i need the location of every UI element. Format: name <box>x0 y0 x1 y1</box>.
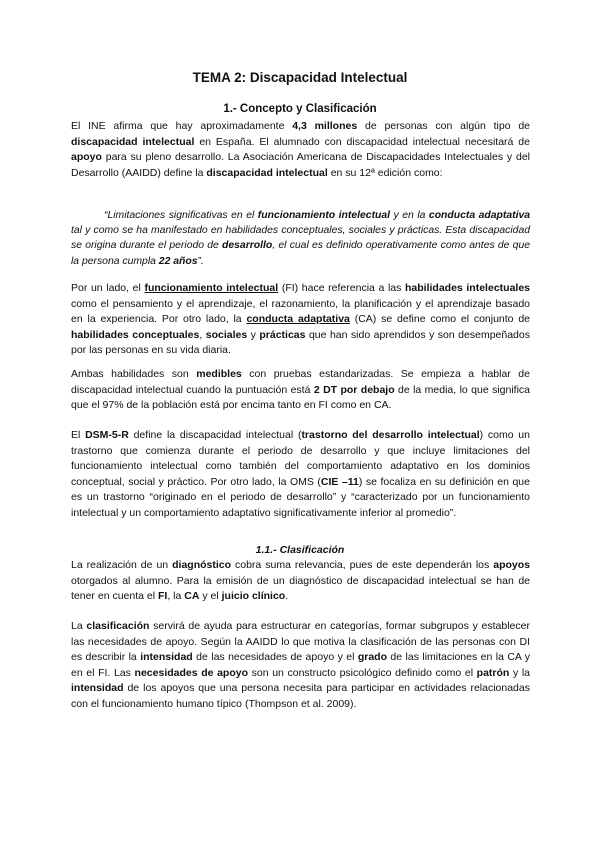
text: en su 12ª edición como: <box>327 166 443 179</box>
bold-text: desarrollo <box>222 240 273 252</box>
bold-text: discapacidad intelectual <box>71 135 195 148</box>
bold-text: CIE –11 <box>320 475 359 488</box>
text: Por un lado, el <box>71 282 145 294</box>
bold-text: funcionamiento intelectual <box>257 210 391 221</box>
definition-quote <box>71 208 530 269</box>
bold-text: 4,3 millones <box>292 120 358 132</box>
text: (FI) hace referencia a las <box>278 282 405 294</box>
text: “Limitaciones significativas en el <box>104 210 258 221</box>
bold-text: diagnóstico <box>172 559 232 571</box>
text: de la media, lo que significa que el 97% de la población está por encima tanto en FI como en CA. <box>71 383 531 412</box>
underlined-text: funcionamiento intelectual <box>144 282 279 294</box>
text: en España. El alumnado con discapacidad intelectual necesitará de <box>194 135 530 148</box>
bold-text: grado <box>357 651 388 664</box>
text: El <box>71 429 86 441</box>
bold-text: sociales <box>205 328 248 341</box>
subsection-heading: 1.1.- Clasificación <box>255 544 345 556</box>
section-heading: 1.- Concepto y Clasificación <box>223 103 377 115</box>
text: define la discapacidad intelectual ( <box>128 429 302 441</box>
bold-text: conducta adaptativa <box>428 210 531 221</box>
text: como el pensamiento y el aprendizaje, el razonamiento, la planificación y el aprendizaje basado en la experiencia. Por otro lado, la <box>71 297 530 326</box>
bold-text: intensidad <box>140 651 193 664</box>
text: ) se focaliza en su definición en que es un trastorno “originado en el periodo de desarrollo” y “caracterizado por un funcionamiento intelectual y un comportamiento adaptativo significativamente inferior al promedio”. <box>71 475 530 519</box>
text: otorgados al alumno. Para la emisión de un diagnóstico de discapacidad intelectual se han de tener en cuenta el <box>71 574 530 603</box>
bold-text: intensidad <box>71 682 124 695</box>
paragraph-medibles <box>71 367 530 414</box>
text: cobra suma relevancia, pues de este dependerán los <box>231 559 494 571</box>
bold-text: prácticas <box>259 328 306 341</box>
bold-text: habilidades conceptuales <box>71 328 200 341</box>
text: ) como un trastorno que comienza durante el periodo de desarrollo y que incluye limitaciones del funcionamiento intelectual como también del comportamiento adaptativo en los dominios conceptual, social y práctico. Por otro lado, la OMS ( <box>71 429 530 488</box>
bold-text: habilidades intelectuales <box>405 282 530 294</box>
bold-text: FI <box>157 590 168 603</box>
bold-text: apoyos <box>493 559 530 571</box>
bold-text: patrón <box>476 666 510 679</box>
bold-text: discapacidad intelectual <box>206 166 328 179</box>
paragraph-intro <box>71 119 530 181</box>
bold-text: apoyo <box>71 151 102 164</box>
bold-text: juicio clínico <box>221 590 286 603</box>
text: , <box>199 328 206 341</box>
bold-text: medibles <box>196 368 242 380</box>
document-title: TEMA 2: Discapacidad Intelectual <box>192 70 408 85</box>
text: de las necesidades de apoyo y el <box>192 651 358 664</box>
text: (CA) se define como el conjunto de <box>349 313 531 326</box>
text: para su pleno desarrollo. La Asociación Americana de Discapacidades Intelectuales y del Desarrollo (AAIDD) define la <box>71 151 530 179</box>
text: ”. <box>197 255 204 267</box>
text: y el <box>199 590 222 603</box>
text: servirá de ayuda para estructurar en categorías, formar subgrupos y establecer las necesidades de apoyo. Según la AAIDD lo que motiva la clasificación de las personas con DI es describir la <box>71 620 530 664</box>
paragraph-dsm <box>71 428 530 522</box>
text: de personas con algún tipo de <box>357 120 531 132</box>
bold-text: CA <box>184 590 200 603</box>
text: de las limitaciones en la CA y en el FI. Las <box>71 651 531 679</box>
text: , la <box>167 590 185 603</box>
bold-text: 2 DT por debajo <box>313 383 395 396</box>
text: de los apoyos que una persona necesita para participar en actividades relacionadas con el funcionamiento humano típico (Thompson et al. 2009). <box>71 682 530 710</box>
text: La <box>71 620 87 632</box>
bold-text: 22 años <box>158 255 198 267</box>
bold-text: clasificación <box>86 620 150 632</box>
text: y en la <box>390 210 429 221</box>
text: con pruebas estandarizadas. Se empieza a hablar de discapacidad intelectual cuando la puntuación está <box>71 368 530 396</box>
text: que han sido aprendidos y son desempeñados por las personas en su vida diaria. <box>71 328 530 357</box>
text: La realización de un <box>71 559 173 571</box>
text: Ambas habilidades son <box>71 368 197 380</box>
bold-text: DSM-5-R <box>85 429 129 441</box>
text: tal y como se ha manifestado en habilidades conceptuales, sociales y prácticas. Esta discapacidad se origina durante el periodo de <box>71 225 530 252</box>
paragraph-clasificacion <box>71 619 530 713</box>
paragraph-diagnostico <box>71 558 530 605</box>
text: El INE afirma que hay aproximadamente <box>71 120 293 132</box>
text: . <box>285 590 289 603</box>
text: son un constructo psicológico definido como el <box>248 666 477 679</box>
bold-text: trastorno del desarrollo intelectual <box>301 429 480 441</box>
text: y la <box>509 666 531 679</box>
text: y <box>247 328 260 341</box>
text: , el cual es definido operativamente como antes de que la persona cumpla <box>71 240 530 267</box>
paragraph-fi-ca <box>71 281 530 359</box>
underlined-text: conducta adaptativa <box>246 313 350 326</box>
bold-text: necesidades de apoyo <box>134 666 249 679</box>
